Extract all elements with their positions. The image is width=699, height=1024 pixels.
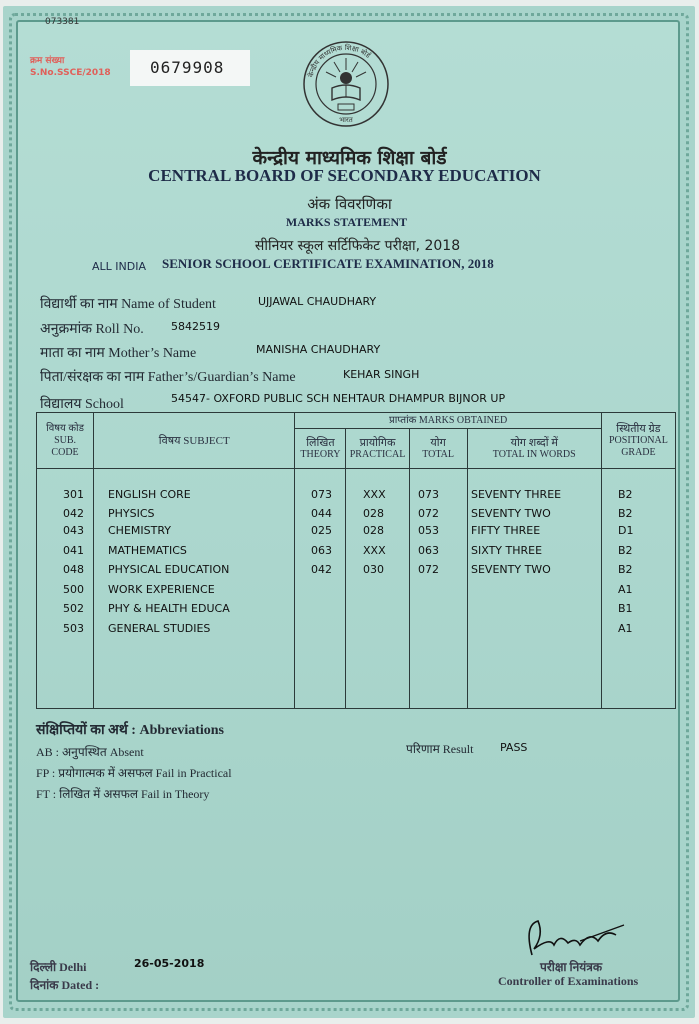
serial-label (30, 55, 111, 79)
row-grade: B2 (618, 544, 633, 557)
row-theory: 073 (311, 488, 332, 501)
dated-label: दिनांक Dated : (30, 978, 100, 992)
header-total-hindi: योग (430, 436, 446, 449)
header-code-sub: SUB. (54, 434, 77, 446)
cbse-emblem-icon (302, 40, 390, 128)
row-words: FIFTY THREE (471, 524, 541, 537)
row-code: 042 (63, 507, 84, 520)
row-grade: D1 (618, 524, 634, 537)
row-code: 048 (63, 563, 84, 576)
school-label: विद्यालय School (40, 397, 124, 412)
top-serial: 073381 (45, 17, 80, 27)
row-words: SIXTY THREE (471, 544, 543, 557)
certificate-number: 0679908 (130, 50, 250, 86)
row-subject: PHYSICAL EDUCATION (108, 563, 230, 576)
row-grade: B1 (618, 602, 633, 615)
exam-title-hindi: सीनियर स्कूल सर्टिफिकेट परीक्षा, 2018 (254, 238, 461, 254)
header-marks-obtained: प्राप्तांक MARKS OBTAINED (295, 413, 601, 429)
header-practical (346, 429, 409, 469)
signature-icon (520, 915, 630, 963)
total-column (409, 469, 467, 709)
result-value: PASS (500, 741, 528, 754)
exam-title: SENIOR SCHOOL CERTIFICATE EXAMINATION, 2018 (162, 256, 494, 271)
row-total: 072 (418, 563, 439, 576)
serial-label-hindi: क्रम संख्या (30, 56, 65, 66)
mother-name: MANISHA CHAUDHARY (256, 343, 381, 356)
words-column (467, 469, 601, 709)
theory-column (295, 469, 346, 709)
issue-date: 26-05-2018 (134, 957, 205, 970)
row-words: SEVENTY TWO (471, 507, 551, 520)
row-practical: 030 (363, 563, 384, 576)
abbreviation-absent: AB : अनुपस्थित Absent (36, 745, 144, 759)
row-words: SEVENTY THREE (471, 488, 562, 501)
mother-name-label: माता का नाम Mother’s Name (40, 346, 197, 361)
row-subject: PHY & HEALTH EDUCA (108, 602, 230, 615)
svg-text:केन्द्रीय माध्यमिक शिक्षा बोर् (306, 43, 373, 78)
practical-column (346, 469, 409, 709)
place-label: दिल्ली Delhi (30, 960, 87, 974)
row-theory: 025 (311, 524, 332, 537)
row-code: 503 (63, 622, 84, 635)
controller-label-hindi: परीक्षा नियंत्रक (540, 960, 603, 974)
result-label: परिणाम Result (406, 742, 474, 756)
row-subject: ENGLISH CORE (108, 488, 191, 501)
marks-title: MARKS STATEMENT (285, 215, 408, 229)
row-subject: PHYSICS (108, 507, 155, 520)
row-code: 502 (63, 602, 84, 615)
row-total: 053 (418, 524, 439, 537)
row-total: 073 (418, 488, 439, 501)
row-practical: XXX (363, 544, 386, 557)
header-theory (295, 429, 346, 469)
row-total: 063 (418, 544, 439, 557)
father-name-label: पिता/संरक्षक का नाम Father’s/Guardian’s Name (40, 370, 296, 385)
header-sub-code (37, 413, 94, 469)
header-practical-hindi: प्रायोगिक (359, 436, 396, 449)
abbreviation-fail-theory: FT : लिखित में असफल Fail in Theory (36, 787, 210, 801)
row-grade: B2 (618, 488, 633, 501)
header-grade-grade: GRADE (621, 446, 656, 458)
abbreviation-fail-practical: FP : प्रयोगात्मक में असफल Fail in Practical (36, 766, 232, 780)
father-name: KEHAR SINGH (343, 368, 420, 381)
all-india-label: ALL INDIA (92, 260, 146, 273)
board-title-hindi: केन्द्रीय माध्यमिक शिक्षा बोर्ड (252, 147, 447, 169)
header-theory-hindi: लिखित (306, 436, 335, 449)
row-practical: XXX (363, 488, 386, 501)
header-words-en: TOTAL IN WORDS (492, 448, 576, 460)
student-name: UJJAWAL CHAUDHARY (258, 295, 377, 308)
emblem-bottom-text: भारत (339, 116, 353, 124)
row-code: 301 (63, 488, 84, 501)
row-grade: B2 (618, 563, 633, 576)
header-grade (601, 413, 675, 469)
row-code: 041 (63, 544, 84, 557)
header-practical-en: PRACTICAL (349, 448, 406, 460)
controller-label: Controller of Examinations (498, 974, 639, 988)
row-theory: 063 (311, 544, 332, 557)
row-code: 043 (63, 524, 84, 537)
board-title: CENTRAL BOARD OF SECONDARY EDUCATION (148, 166, 541, 185)
serial-label-english: S.No.SSCE/2018 (30, 68, 111, 78)
header-grade-hindi: स्थितीय ग्रेड (616, 422, 661, 435)
row-theory: 044 (311, 507, 332, 520)
marks-table (36, 412, 676, 709)
header-theory-en: THEORY (300, 448, 341, 460)
header-subject: विषय SUBJECT (94, 413, 295, 469)
header-code-code: CODE (51, 446, 79, 458)
student-name-label: विद्यार्थी का नाम Name of Student (40, 297, 216, 312)
header-words (467, 429, 601, 469)
header-words-hindi: योग शब्दों में (510, 436, 558, 449)
marks-title-hindi: अंक विवरणिका (307, 195, 392, 213)
row-practical: 028 (363, 524, 384, 537)
abbreviations-title: संक्षिप्तियों का अर्थ : Abbreviations (36, 723, 225, 738)
header-code-hindi: विषय कोड (46, 422, 84, 434)
row-practical: 028 (363, 507, 384, 520)
header-total-en: TOTAL (422, 448, 454, 460)
roll-label: अनुक्रमांक Roll No. (40, 322, 144, 337)
school-name: 54547- OXFORD PUBLIC SCH NEHTAUR DHAMPUR BIJNOR UP (171, 392, 506, 405)
header-total (409, 429, 467, 469)
row-subject: WORK EXPERIENCE (108, 583, 215, 596)
row-subject: MATHEMATICS (108, 544, 187, 557)
grade-column (601, 469, 675, 709)
row-total: 072 (418, 507, 439, 520)
row-code: 500 (63, 583, 84, 596)
row-subject: CHEMISTRY (108, 524, 171, 537)
emblem-ring-text: केन्द्रीय माध्यमिक शिक्षा बोर्ड (306, 43, 372, 79)
header-grade-positional: POSITIONAL (608, 434, 668, 446)
row-theory: 042 (311, 563, 332, 576)
row-grade: B2 (618, 507, 633, 520)
row-grade: A1 (618, 583, 633, 596)
roll-number: 5842519 (171, 320, 220, 333)
row-words: SEVENTY TWO (471, 563, 551, 576)
row-subject: GENERAL STUDIES (108, 622, 211, 635)
row-grade: A1 (618, 622, 633, 635)
